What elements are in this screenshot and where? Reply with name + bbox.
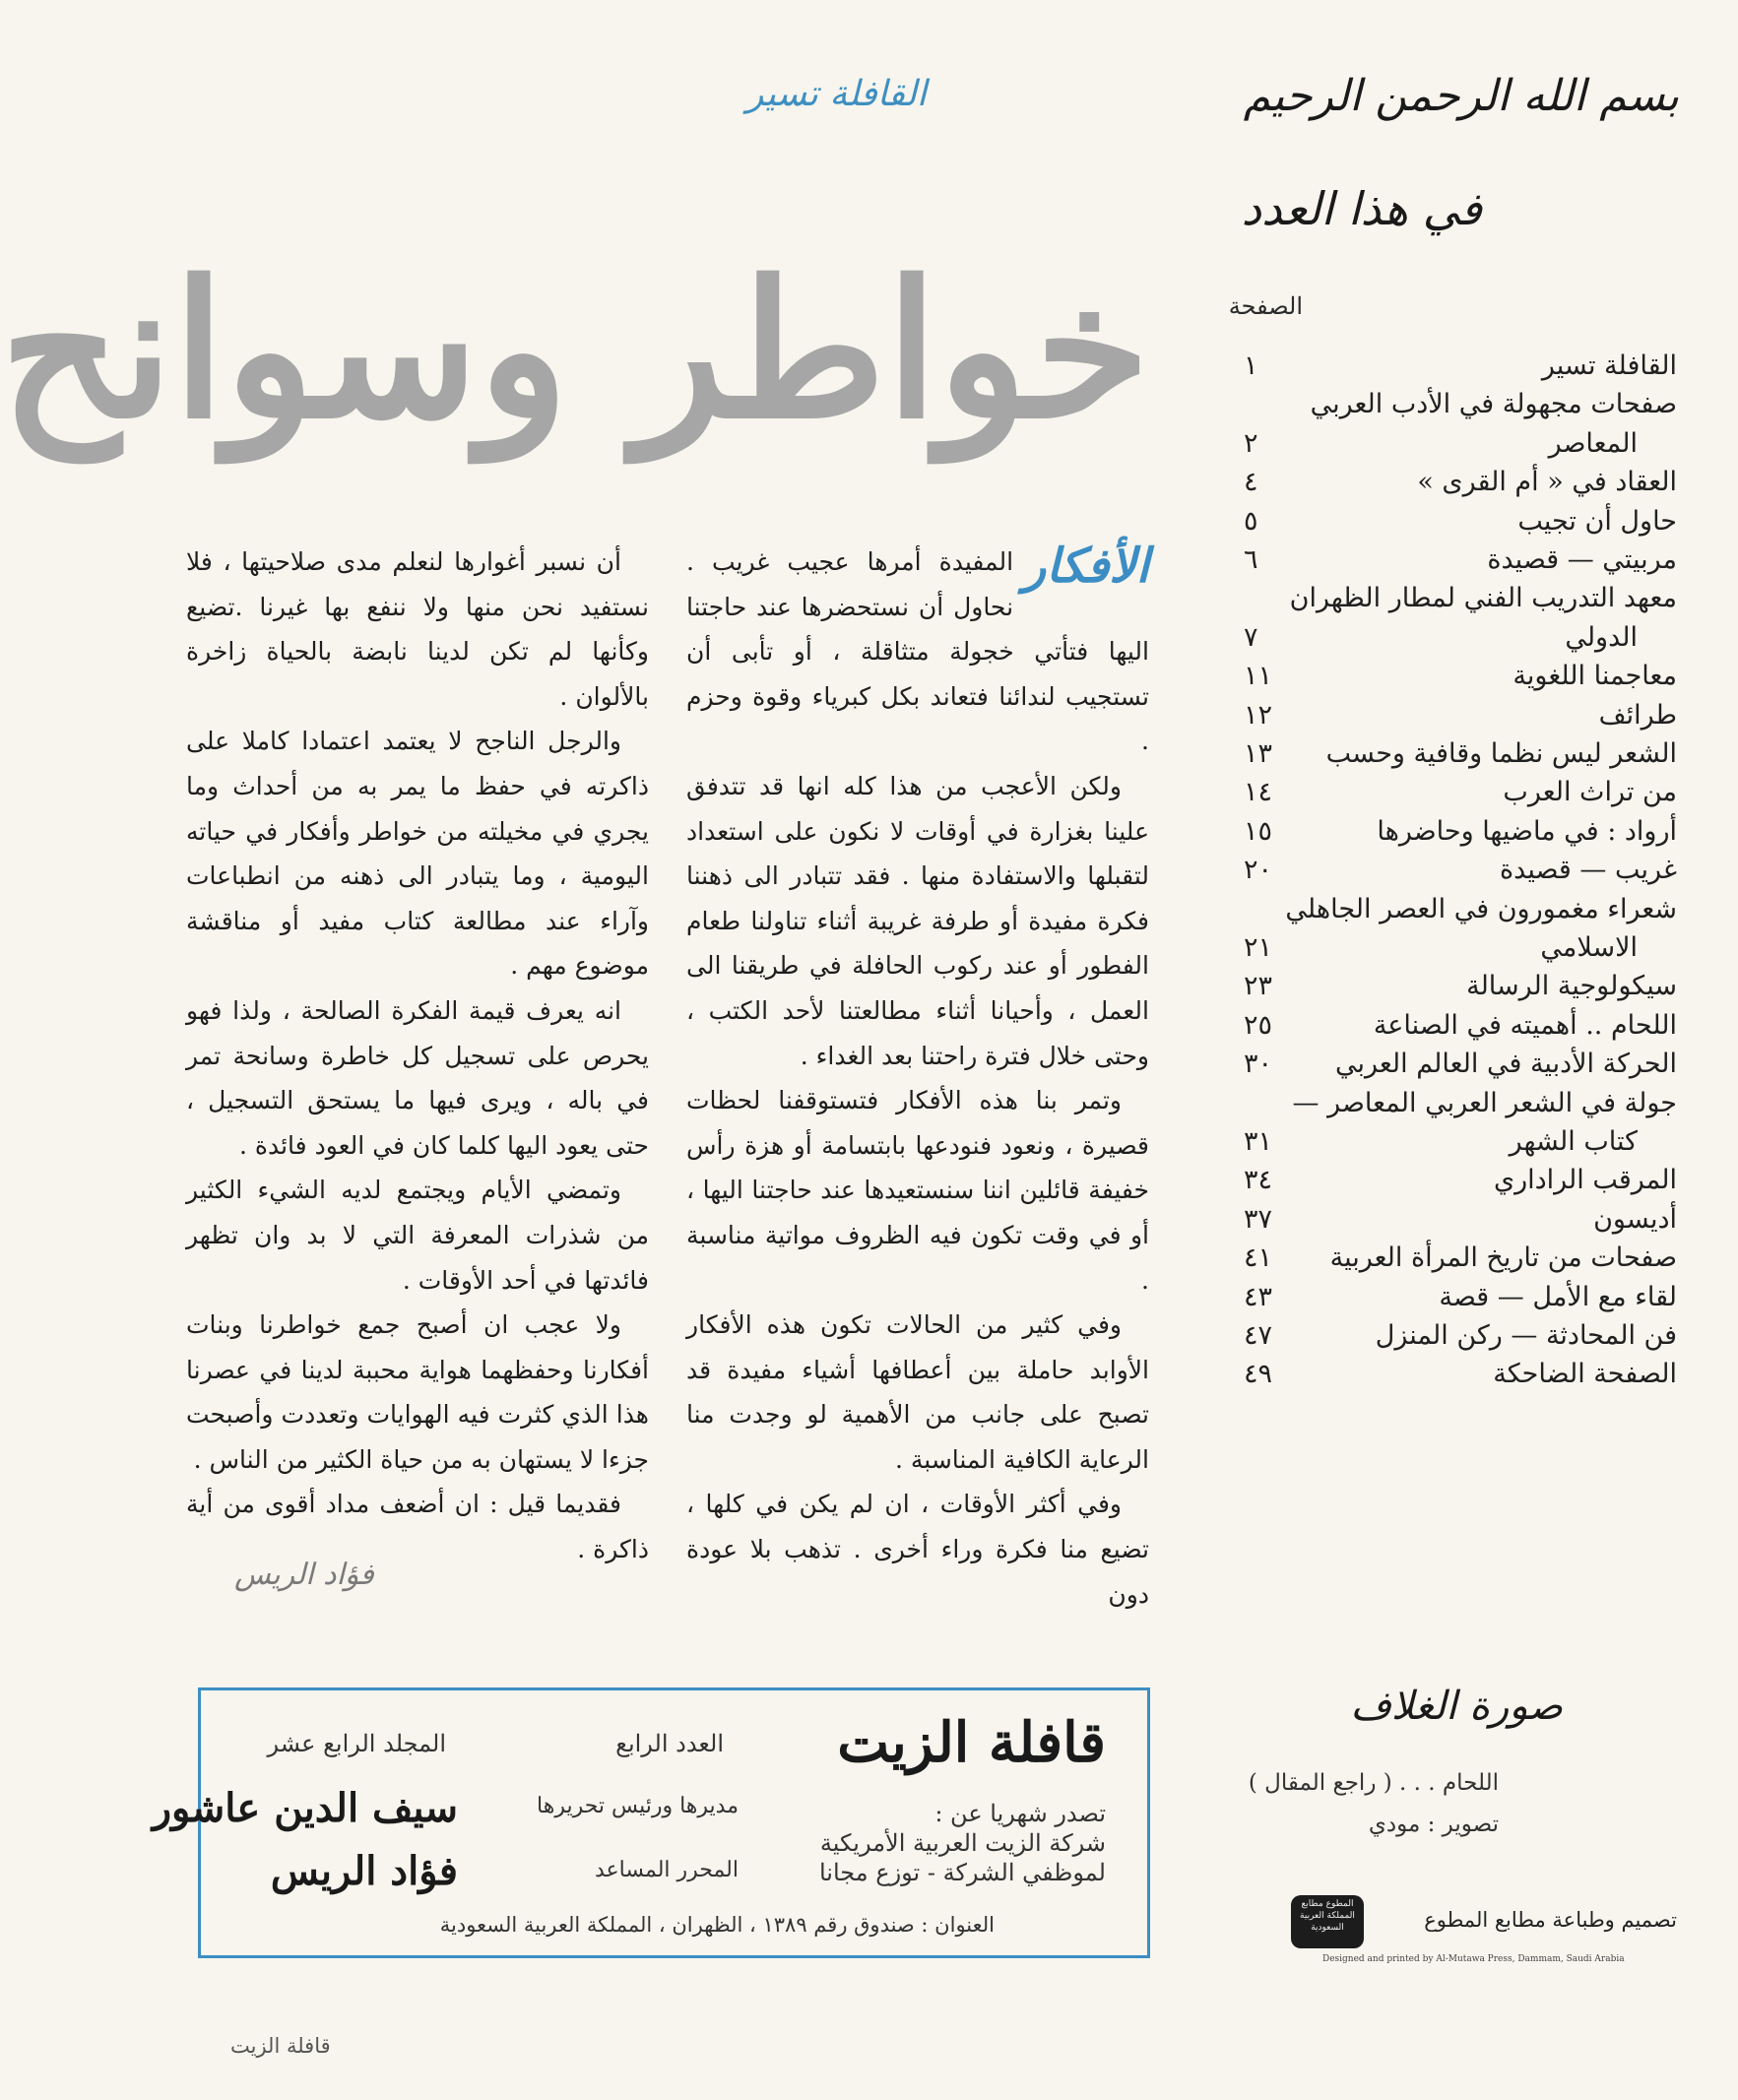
toc-page-number: ٢ (1244, 427, 1258, 459)
toc-page-number: ٦ (1244, 544, 1258, 575)
publisher-line: شركة الزيت العربية الأمريكية (819, 1829, 1106, 1857)
editor-name: سيف الدين عاشور (152, 1785, 458, 1831)
toc-title: الشعر ليس نظما وقافية وحسب (1325, 738, 1677, 769)
toc-page-number: ٤٣ (1244, 1281, 1273, 1312)
article-column-right-text (686, 540, 1149, 1617)
author-signature: فؤاد الريس (234, 1558, 374, 1592)
postal-address: العنوان : صندوق رقم ١٣٨٩ ، الظهران ، المملكة العربية السعودية (439, 1913, 995, 1937)
toc-title: شعراء مغمورون في العصر الجاهلي (1285, 893, 1677, 924)
cover-caption: اللحام . . . ( راجع المقال ) (1248, 1770, 1499, 1796)
toc-page-number: ٣٤ (1244, 1165, 1273, 1196)
assistant-role: المحرر المساعد (594, 1858, 739, 1882)
toc-title: أديسون (1593, 1203, 1677, 1235)
toc-page-number: ٥ (1244, 505, 1258, 537)
toc-title: المعاصر (1548, 427, 1638, 459)
article-paragraph: وتمضي الأيام ويجتمع لديه الشيء الكثير من شذرات المعرفة التي لا بد وان تظهر فائدتها في أحد الأوقات . (186, 1176, 649, 1295)
toc-title: طرائف (1598, 699, 1677, 731)
toc-title: سيكولوجية الرسالة (1466, 971, 1677, 1002)
toc-page-number: ٤ (1244, 467, 1258, 498)
toc-title: معهد التدريب الفني لمطار الظهران (1289, 583, 1677, 614)
toc-page-number: ١١ (1244, 661, 1273, 692)
toc-title: المرقب الراداري (1493, 1165, 1677, 1196)
toc-page-number: ٤٧ (1244, 1320, 1273, 1351)
toc-title: معاجمنا اللغوية (1513, 661, 1677, 692)
page-footer-label: قافلة الزيت (230, 2034, 331, 2058)
toc-title: كتاب الشهر (1509, 1126, 1638, 1157)
article-paragraph: والرجل الناجح لا يعتمد اعتمادا كاملا على ذاكرته في حفظ ما يمر به من أحداث وما يجري في مخيلته من خواطر وأفكار في حياته اليومية ، وما يتبادر الى ذهنه من انطباعات وآراء عند مطالعة كتاب مفيد أو مناقشة موضوع مهم . (186, 727, 649, 981)
toc-title: حاول أن تجيب (1517, 505, 1677, 537)
article-drop-head: الأفكار (1023, 539, 1149, 594)
toc-page-number: ١ (1244, 350, 1258, 381)
toc-title: الدولي (1565, 621, 1638, 653)
toc-page-number: ٣٧ (1244, 1203, 1273, 1235)
toc-title: الاسلامي (1540, 932, 1638, 963)
article-paragraph: وفي أكثر الأوقات ، ان لم يكن في كلها ، تضيع منا فكرة وراء أخرى . تذهب بلا عودة دون (686, 1490, 1149, 1609)
toc-page-number: ١٤ (1244, 777, 1273, 808)
toc-page-column-label: الصفحة (1228, 292, 1303, 320)
assistant-name: فؤاد الريس (270, 1848, 458, 1894)
toc-title: لقاء مع الأمل — قصة (1439, 1281, 1677, 1312)
toc-page-number: ٧ (1244, 621, 1258, 653)
article-paragraph: ولا عجب ان أصبح جمع خواطرنا وبنات أفكارنا وحفظهما هواية محببة لدينا في عصرنا هذا الذي كثرت فيه الهوايات وتعددت وأصبحت جزءا لا يستهان به من حياة الكثير من الناس . (186, 1310, 649, 1474)
toc-page-number: ٢٠ (1244, 855, 1273, 886)
printer-credit-english: Designed and printed by Al-Mutawa Press, Dammam, Saudi Arabia (1322, 1954, 1625, 1964)
toc-page-number: ١٥ (1244, 815, 1273, 847)
toc-page-number: ٣٠ (1244, 1049, 1273, 1080)
article-column-right (686, 540, 1149, 1617)
volume-number: المجلد الرابع عشر (267, 1730, 446, 1757)
photo-credit: تصوير : مودي (1368, 1812, 1499, 1837)
issue-number: العدد الرابع (615, 1730, 724, 1757)
toc-title: الحركة الأدبية في العالم العربي (1334, 1049, 1677, 1080)
publisher-info (819, 1799, 1106, 1887)
basmala-heading: بسم الله الرحمن الرحيم (1243, 71, 1679, 121)
article-column-left (186, 540, 649, 1572)
section-label: القافلة تسير (746, 74, 927, 114)
toc-heading: في هذا العدد (1241, 182, 1482, 235)
toc-title: صفحات من تاريخ المرأة العربية (1329, 1242, 1677, 1274)
article-title: خواطر وسوانح (0, 240, 1150, 460)
printer-credit: تصميم وطباعة مطابع المطوع (1424, 1908, 1677, 1932)
toc-page-number: ٢١ (1244, 932, 1273, 963)
toc-page-number: ٢٣ (1244, 971, 1273, 1002)
article-column-left-text (186, 540, 649, 1572)
publisher-line: لموظفي الشركة - توزع مجانا (818, 1859, 1106, 1886)
toc-page-number: ١٢ (1244, 699, 1273, 731)
article-paragraph: ولكن الأعجب من هذا كله انها قد تتدفق علينا بغزارة في أوقات لا نكون على استعداد لتقبلها والاستفادة منها . فقد تتبادر الى ذهننا فكرة مفيدة أو طرفة غريبة أثناء تناولنا طعام الفطور أو عند ركوب الحافلة في طريقنا الى العمل ، وأحيانا أثناء مطالعتنا لأحد الكتب ، وحتى خلال فترة راحتنا بعد الغداء . (686, 771, 1149, 1070)
magazine-logo: قافلة الزيت (837, 1710, 1106, 1775)
printer-logo-icon: المطوع مطابع المملكة العربية السعودية (1291, 1895, 1364, 1948)
toc-title: القافلة تسير (1541, 350, 1677, 381)
article-paragraph: وتمر بنا هذه الأفكار فتستوقفنا لحظات قصيرة ، ونعود فنودعها بابتسامة أو هزة رأس خفيفة قائلين اننا سنستعيدها عند حاجتنا اليها ، أو في وقت تكون فيه الظروف مواتية مناسبة . (686, 1086, 1149, 1295)
toc-page-number: ١٣ (1244, 738, 1273, 769)
toc-title: العقاد في « أم القرى » (1417, 467, 1677, 498)
article-paragraph: المفيدة أمرها عجيب غريب . نحاول أن نستحضرها عند حاجتنا اليها فتأتي خجولة متثاقلة ، أو تأبى أن تستجيب لندائنا فتعاند بكل كبرياء وقوة وحزم . (686, 547, 1149, 756)
publisher-line: تصدر شهريا عن : (934, 1800, 1106, 1827)
toc-title: اللحام .. أهميته في الصناعة (1373, 1009, 1677, 1041)
toc-page-number: ٤١ (1244, 1242, 1273, 1274)
cover-heading: صورة الغلاف (1350, 1684, 1563, 1729)
editor-role: مديرها ورئيس تحريرها (537, 1794, 739, 1818)
toc-title: من تراث العرب (1503, 777, 1677, 808)
article-paragraph: وفي كثير من الحالات تكون هذه الأفكار الأوابد حاملة بين أعطافها أشياء مفيدة قد تصبح على جانب من الأهمية لو وجدت منا الرعاية الكافية المناسبة . (686, 1310, 1149, 1474)
toc-title: جولة في الشعر العربي المعاصر — (1292, 1087, 1677, 1118)
article-paragraph: أن نسبر أغوارها لنعلم مدى صلاحيتها ، فلا نستفيد نحن منها ولا ننفع بها غيرنا .تضيع وكأنها لم تكن لدينا نابضة بالحياة زاخرة بالألوان . (186, 547, 649, 711)
article-paragraph: انه يعرف قيمة الفكرة الصالحة ، ولذا فهو يحرص على تسجيل كل خاطرة وسانحة تمر في باله ، ويرى فيها ما يستحق التسجيل ، حتى يعود اليها كلما كان في العود فائدة . (186, 995, 649, 1160)
toc-title: غريب — قصيدة (1500, 855, 1677, 886)
masthead-box (152, 1687, 1150, 1958)
toc-title: صفحات مجهولة في الأدب العربي (1310, 389, 1677, 420)
toc-page-number: ٢٥ (1244, 1009, 1273, 1041)
toc-page-number: ٤٩ (1244, 1359, 1273, 1390)
toc-title: مربيتي — قصيدة (1487, 544, 1677, 575)
toc-title: الصفحة الضاحكة (1493, 1359, 1677, 1390)
article-paragraph: فقديما قيل : ان أضعف مداد أقوى من أية ذاكرة . (186, 1490, 649, 1564)
toc-page-number: ٣١ (1244, 1126, 1273, 1157)
toc-title: فن المحادثة — ركن المنزل (1375, 1320, 1677, 1351)
toc-title: أرواد : في ماضيها وحاضرها (1377, 815, 1677, 847)
